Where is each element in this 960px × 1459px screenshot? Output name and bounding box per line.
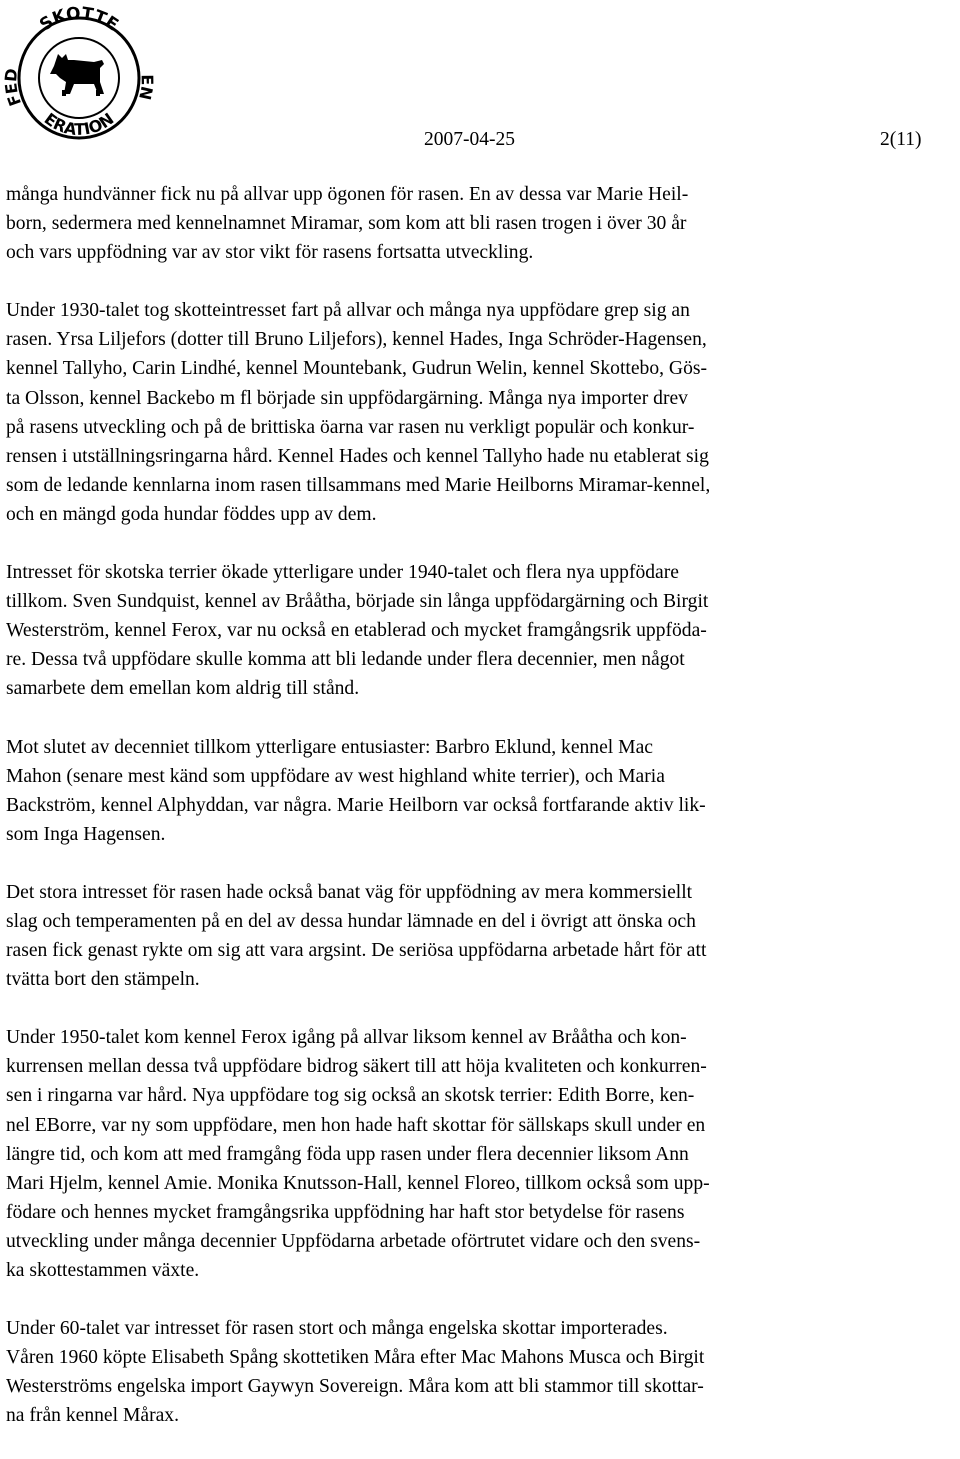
text-line: ta Olsson, kennel Backebo m fl började sin uppfödargärning. Många nya importer drev: [6, 387, 688, 409]
text-line: rasen fick genast rykte om sig att vara argsint. De seriösa uppfödarna arbetade hårt för att: [6, 940, 707, 962]
text-line: Intresset för skotska terrier ökade ytterligare under 1940-talet och flera nya uppfödare: [6, 562, 679, 584]
text-line: re. Dessa två uppfödare skulle komma att bli ledande under flera decennier, men något: [6, 649, 685, 671]
text-line: born, sedermera med kennelnamnet Miramar, som kom att bli rasen trogen i över 30 år: [6, 213, 687, 235]
text-line: Mahon (senare mest känd som uppfödare av west highland white terrier), och Maria: [6, 765, 665, 787]
svg-text:FED: [4, 68, 25, 109]
text-line: Westerström, kennel Ferox, var nu också en etablerad och mycket framgångsrik uppföda-: [6, 620, 707, 642]
text-line: kennel Tallyho, Carin Lindhé, kennel Mountebank, Gudrun Welin, kennel Skottebo, Gös-: [6, 358, 708, 380]
svg-text:ERATION: [41, 109, 118, 139]
logo-text-bottom: ERATION: [40, 109, 118, 139]
text-line: rasen. Yrsa Liljefors (dotter till Bruno Liljefors), kennel Hades, Inga Schröder-Hagensen,: [6, 329, 707, 351]
scottish-terrier-icon: [50, 54, 104, 96]
text-line: Under 60-talet var intresset för rasen stort och många engelska skottar importerades.: [6, 1318, 668, 1340]
text-line: ka skottestammen växte.: [6, 1260, 200, 1281]
text-line: Våren 1960 köpte Elisabeth Spång skottetiken Måra efter Mac Mahons Musca och Birgit: [6, 1347, 705, 1369]
logo-text-left: F: [4, 91, 26, 109]
text-line: Under 1950-talet kom kennel Ferox igång på allvar liksom kennel av Brååtha och kon-: [6, 1027, 687, 1049]
text-line: Backström, kennel Alphyddan, var några. Marie Heilborn var också fortfarande aktiv lik-: [6, 794, 706, 816]
text-line: på rasens utveckling och på de brittiska öarna var rasen nu verkligt populär och konkur-: [6, 416, 695, 438]
text-line: och vars uppfödning var av stor vikt för rasens fortsatta utveckling.: [6, 242, 534, 264]
document-date: 2007-04-25: [424, 129, 515, 150]
text-line: kurrensen mellan dessa två uppfödare bidrog säkert till att höja kvaliteten och konkurren-: [6, 1056, 707, 1078]
page-number: 2(11): [880, 129, 922, 150]
text-line: rensen i utställningsringarna hård. Kennel Hades och kennel Tallyho hade nu etablerat sig: [6, 445, 709, 467]
text-line: Westerströms engelska import Gaywyn Sovereign. Måra kom att bli stammor till skottar-: [6, 1376, 704, 1398]
text-line: nel EBorre, var ny som uppfödare, men hon hade haft skottar för sällskaps skull under en: [6, 1114, 706, 1136]
paragraph: [6, 558, 922, 703]
paragraph: [6, 733, 922, 849]
text-line: många hundvänner fick nu på allvar upp ögonen för rasen. En av dessa var Marie Heil-: [6, 184, 689, 205]
text-line: Det stora intresset för rasen hade också banat väg för uppfödning av mera kommersiellt: [6, 881, 693, 903]
text-line: sen i ringarna var hård. Nya uppfödare tog sig också an skotsk terrier: Edith Borre, ken-: [6, 1085, 695, 1107]
text-line: utveckling under många decennier Uppfödarna arbetade oförtrutet vidare och den svens-: [6, 1230, 701, 1252]
svg-text:EN: [135, 74, 154, 102]
text-line: och en mängd goda hundar föddes upp av dem.: [6, 503, 377, 525]
svg-text:SKOTTE: [36, 4, 122, 36]
text-line: na från kennel Mårax.: [6, 1405, 179, 1427]
text-line: som Inga Hagensen.: [6, 823, 166, 845]
text-line: slag och temperamenten på en del av dessa hundar lämnade en del i övrigt att önska och: [6, 910, 696, 932]
logo-emblem: [4, 2, 154, 150]
text-line: tvätta bort den stämpeln.: [6, 969, 200, 991]
text-line: samarbete dem emellan kom aldrig till stånd.: [6, 678, 360, 700]
paragraph: [6, 296, 922, 529]
text-line: Under 1930-talet tog skotteintresset fart på allvar och många nya uppfödare grep sig an: [6, 300, 690, 322]
paragraph: [6, 878, 922, 994]
logo-text-top: SKOTTE: [36, 3, 122, 36]
paragraph: [6, 180, 922, 267]
text-line: som de ledande kennlarna inom rasen tillsammans med Marie Heilborns Miramar-kennel,: [6, 474, 711, 496]
logo-text-right: [135, 74, 154, 102]
paragraph: [6, 1023, 922, 1285]
text-line: Mari Hjelm, kennel Amie. Monika Knutsson-Hall, kennel Floreo, tillkom också som upp-: [6, 1172, 710, 1194]
text-line: längre tid, och kom att med framgång föda upp rasen under flera decennier liksom Ann: [6, 1143, 689, 1165]
federation-logo: [4, 2, 154, 150]
text-line: födare och hennes mycket framgångsrika uppfödning har haft stor betydelse för rasens: [6, 1201, 685, 1223]
text-line: tillkom. Sven Sundquist, kennel av Brååtha, började sin långa uppfödargärning och Birgit: [6, 591, 709, 613]
text-line: Mot slutet av decenniet tillkom ytterligare entusiaster: Barbro Eklund, kennel Mac: [6, 736, 653, 758]
paragraph: [6, 1314, 922, 1430]
document-body: [6, 180, 922, 1459]
